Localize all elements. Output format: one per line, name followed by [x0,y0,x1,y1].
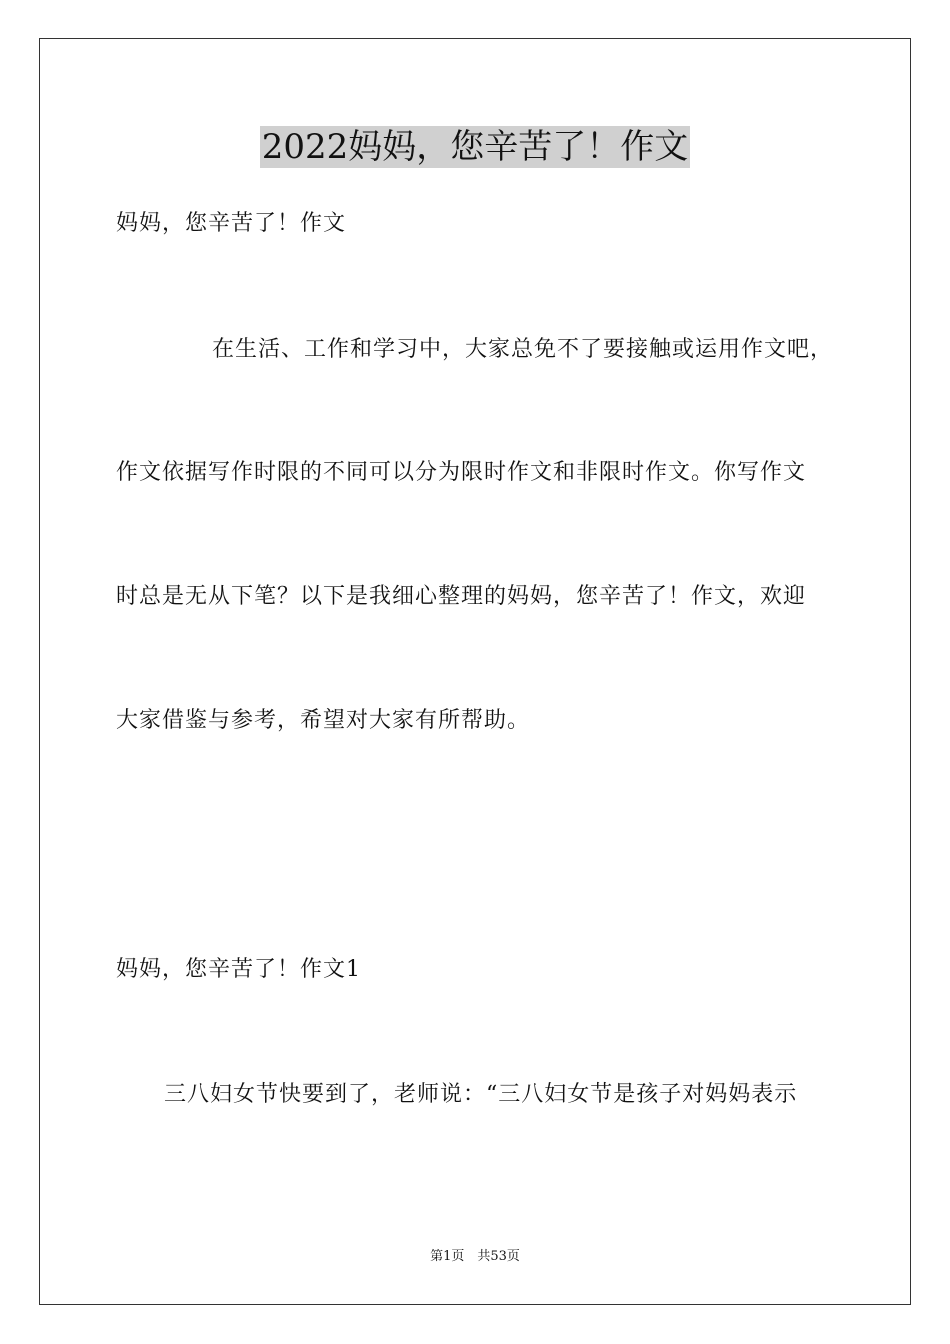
paragraph-line: 作文依据写作时限的不同可以分为限时作文和非限时作文。你写作文 [116,460,807,485]
paragraph-line: 在生活、工作和学习中，大家总免不了要接触或运用作文吧， [212,337,834,362]
subtitle-line: 妈妈，您辛苦了！作文 [116,211,347,236]
paragraph-line: 时总是无从下笔？以下是我细心整理的妈妈，您辛苦了！作文，欢迎 [116,584,807,609]
document-title-wrap [0,126,950,172]
paragraph-line: 大家借鉴与参考，希望对大家有所帮助。 [116,708,531,733]
document-title: 2022妈妈，您辛苦了！作文 [261,127,689,167]
section-heading: 妈妈，您辛苦了！作文1 [116,957,361,982]
page-footer: 第1页 共53页 [430,1249,520,1264]
paragraph-line: 三八妇女节快要到了，老师说：“三八妇女节是孩子对妈妈表示 [164,1082,798,1107]
